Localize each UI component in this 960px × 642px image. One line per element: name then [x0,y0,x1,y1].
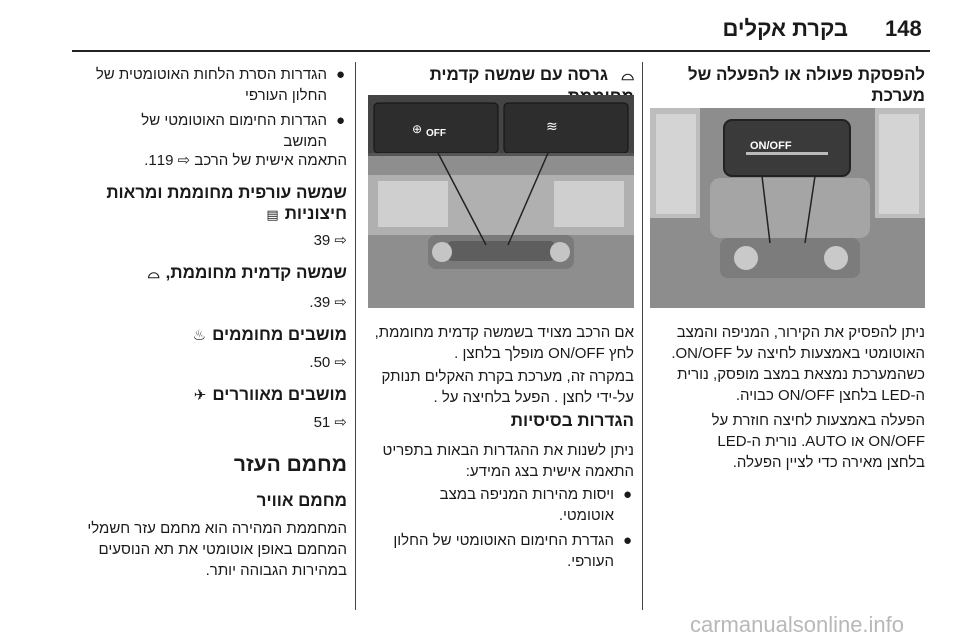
climate-panel-illustration [650,108,925,308]
bullet-icon: ● [335,66,345,83]
text-line: ON/OFF או AUTO. נורית ה-LED [717,433,925,450]
text-line: המחממת המהירה הוא מחמם עזר חשמלי [87,520,347,537]
text-line: הגדרת החימום האוטומטי של החלון [393,532,614,549]
heading-text: מושבים מאווררים [212,385,347,404]
watermark: carmanualsonline.info [690,612,905,637]
text-line: התאמה אישית בצג המידע: [465,463,634,480]
heated-windscreen-ref[interactable]: ⇨ 39. [309,294,347,311]
text-line: האוטומטי באמצעות לחיצה על ON/OFF. [671,345,925,362]
windscreen-paragraph-1 [368,322,634,364]
heated-windscreen-panel-illustration [368,95,634,308]
heated-seat-icon: ♨ [192,327,207,344]
rear-window-heat-icon: ▤ [266,207,279,222]
air-heater-paragraph [72,518,347,581]
settings-bullets [72,64,347,152]
text-line: ה-LED בלחצן ON/OFF כבויה. [735,387,925,404]
heated-rear-window-heading [72,182,347,225]
text-line: העורפי. [567,553,614,570]
heading-line: שמשה עורפית מחוממת ומראות [106,183,347,202]
header-rule [72,50,930,52]
heated-windscreen-icon: ⌓ [621,67,634,84]
page-number: 148 [885,16,922,41]
text-line: החלון העורפי [244,87,327,104]
windscreen-paragraph-2 [368,366,634,408]
svg-text:≋: ≋ [546,118,558,134]
text-line: ניתן לשנות את ההגדרות הבאות בתפריט [382,442,634,459]
text-line: ניתן להפסיק את הקירור, המניפה והמצב [676,324,925,341]
bullet-icon: ● [335,112,345,129]
list-item [72,110,347,152]
bullet-icon: ● [622,486,632,503]
heated-seats-ref[interactable]: ⇨ 50. [309,354,347,371]
text-line: הגדרות הסרת הלחות האוטומטית של [95,66,327,83]
text-line: בלחצן מאירה כדי לציין הפעלה. [732,454,925,471]
text-line: המחמם באופן אוטומטי את תא הנוסעים [98,541,347,558]
heated-windscreen-heading-2 [72,262,347,284]
text-line: לחץ ON/OFF מופלך בלחצן . [454,345,634,362]
on-off-paragraph-1 [650,322,925,406]
panel-off-label: OFF [426,128,446,139]
text-line: אם הרכב מצויד בשמשה קדמית מחוממת, [374,324,634,341]
text-line: במקרה זה, מערכת בקרת האקלים תנותק [381,368,634,385]
text-line: על-ידי לחצן . הפעל בלחיצה על . [433,389,634,406]
air-heater-heading: מחמם אוויר [256,491,347,510]
list-item [72,64,347,106]
heated-windscreen-icon: ⌓ [147,265,160,282]
heading-text: מושבים מחוממים [212,325,347,344]
heated-seats-heading [72,324,347,346]
heading-text: שמשה קדמית מחוממת, [165,263,347,282]
svg-text:⊕: ⊕ [412,122,423,136]
page-title: בקרת אקלים [722,16,848,41]
heated-windscreen-panel-photo [368,95,634,308]
on-off-paragraph-2 [650,410,925,473]
on-off-button-label: ON/OFF [750,140,792,152]
list-item [368,484,634,526]
text-line: כשהמערכת נמצאת במצב מופסק, נורית [677,366,925,383]
column-divider-left [355,62,356,610]
heading-line: להפסקת פעולה או להפעלה של מערכת [687,65,925,105]
auxiliary-heater-heading: מחמם העזר [233,453,347,476]
basic-settings-paragraph [368,440,634,482]
text-line: אוטומטי. [558,507,614,524]
list-item [368,530,634,572]
heated-rear-window-ref[interactable]: ⇨ 39 [313,232,347,249]
text-line: ויסות מהירות המניפה במצב [439,486,614,503]
text-line: הגדרות החימום האוטומטי של [141,112,327,129]
text-line: הפעלה באמצעות לחיצה חוזרת על [711,412,925,429]
ventilated-seats-ref[interactable]: ⇨ 51 [313,414,347,431]
text-line: במהירות הגבוהה יותר. [205,562,347,579]
basic-settings-heading: הגדרות בסיסיות [510,411,634,430]
heading-line: חיצוניות [284,204,347,223]
ventilated-seat-icon: ✈ [193,387,207,404]
basic-settings-bullets [368,484,634,572]
heading-text: גרסה עם שמשה קדמית [429,65,608,84]
ventilated-seats-heading [72,384,347,406]
vehicle-personalisation-ref[interactable]: התאמה אישית של הרכב ⇨ 119. [144,152,347,169]
bullet-icon: ● [622,532,632,549]
climate-panel-photo [650,108,925,308]
text-line: המושב [283,133,327,150]
column-divider-right [642,62,643,610]
